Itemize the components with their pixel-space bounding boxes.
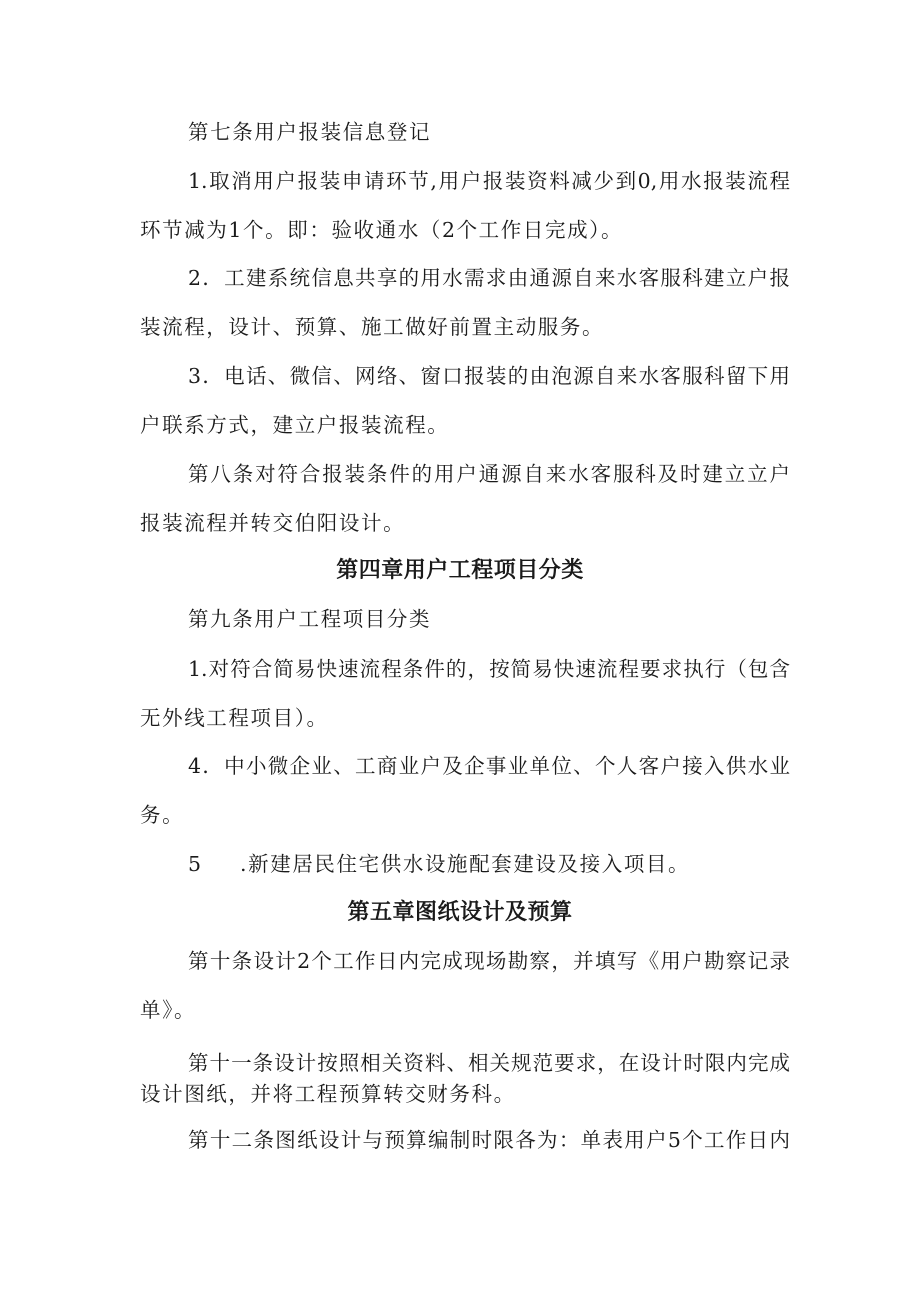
article-11-line-1: 第十一条设计按照相关资料、相关规范要求，在设计时限内完成 — [188, 1051, 790, 1075]
article-8-line-1: 第八条对符合报装条件的用户通源自来水客服科及时建立立户 — [188, 462, 790, 486]
article-9-item-4-line-1: 4．中小微企业、工商业户及企事业单位、个人客户接入供水业 — [188, 754, 790, 778]
article-9-item-5-number: 5 — [188, 852, 203, 876]
chapter-4-heading: 第四章用户工程项目分类 — [336, 558, 584, 583]
article-10-line-1: 第十条设计2个工作日内完成现场勘察，并填写《用户勘察记录 — [188, 949, 790, 973]
article-12-line-1: 第十二条图纸设计与预算编制时限各为：单表用户5个工作日内 — [188, 1128, 790, 1152]
article-7-item-3-line-1: 3．电话、微信、网络、窗口报装的由泡源自来水客服科留下用 — [188, 364, 790, 388]
article-9-item-1-line-2: 无外线工程项目）。 — [140, 706, 329, 730]
article-10-line-2: 单》。 — [140, 998, 197, 1022]
article-9-item-5-text: .新建居民住宅供水设施配套建设及接入项目。 — [240, 852, 691, 876]
article-9-item-1-line-1: 1.对符合简易快速流程条件的，按简易快速流程要求执行（包含 — [188, 657, 790, 681]
article-7-title: 第七条用户报装信息登记 — [188, 120, 432, 144]
chapter-5-heading: 第五章图纸设计及预算 — [347, 900, 573, 925]
article-9-item-4-line-2: 务。 — [140, 803, 185, 827]
article-11-line-2: 设计图纸，并将工程预算转交财务科。 — [140, 1082, 516, 1106]
article-9-item-5 — [188, 850, 790, 878]
article-7-item-1-line-2: 环节减为1个。即：验收通水（2个工作日完成）。 — [140, 218, 624, 242]
article-7-item-3-line-2: 户联系方式，建立户报装流程。 — [140, 413, 450, 437]
article-7-item-2-line-1: 2．工建系统信息共享的用水需求由通源自来水客服科建立户报 — [188, 266, 790, 290]
article-8-line-2: 报装流程并转交伯阳设计。 — [140, 511, 406, 535]
article-7-item-2-line-2: 装流程，设计、预算、施工做好前置主动服务。 — [140, 315, 605, 339]
article-7-item-1-line-1: 1.取消用户报装申请环节,用户报装资料减少到0,用水报装流程 — [188, 169, 790, 193]
article-9-title: 第九条用户工程项目分类 — [188, 607, 432, 631]
